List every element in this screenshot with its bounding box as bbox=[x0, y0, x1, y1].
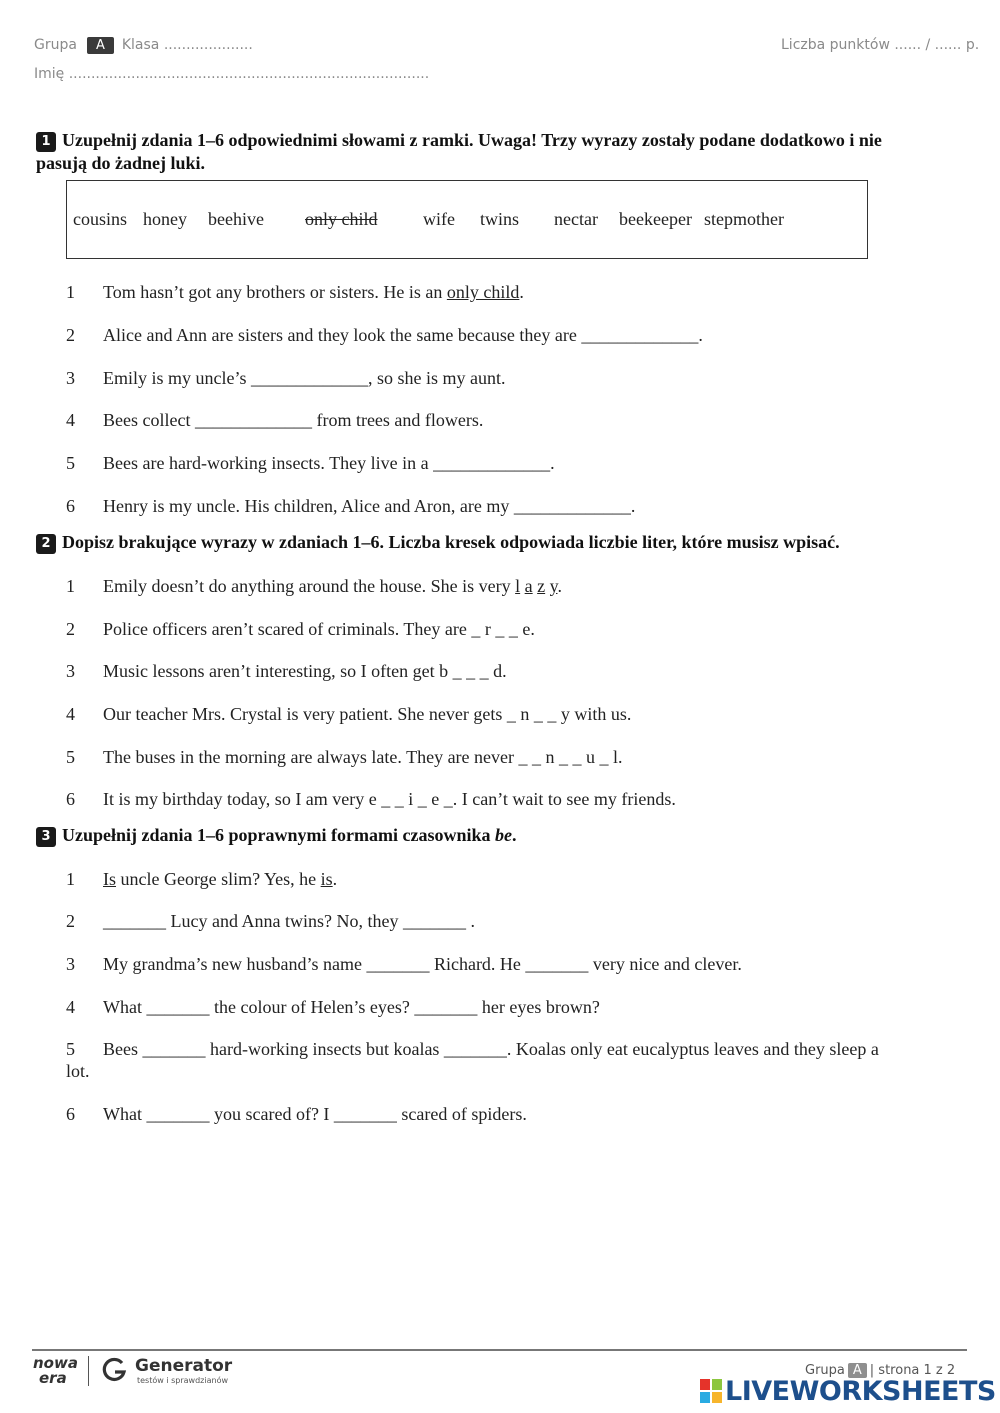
item-text[interactable]: What _______ the colour of Helen’s eyes? _______ her eyes brown? bbox=[103, 997, 600, 1017]
item-text[interactable]: _______ Lucy and Anna twins? No, they _______ . bbox=[103, 911, 475, 931]
item-text[interactable]: Bees collect _____________ from trees and flowers. bbox=[103, 410, 484, 430]
task3-heading: 3 Uzupełnij zdania 1–6 poprawnymi formami czasownika be. bbox=[36, 825, 517, 847]
item-text[interactable]: Bees are hard-working insects. They live in a _____________. bbox=[103, 453, 555, 473]
points-field: Liczba punktów ...... / ...... p. bbox=[781, 37, 980, 53]
item-text: uncle George slim? Yes, he bbox=[116, 869, 321, 889]
task2-number: 2 bbox=[36, 534, 56, 554]
word-bank-item: beekeeper bbox=[619, 209, 692, 229]
item-number: 4 bbox=[66, 997, 75, 1017]
item-text[interactable]: Henry is my uncle. His children, Alice and Aron, are my _____________. bbox=[103, 496, 636, 516]
word-bank-item: nectar bbox=[554, 209, 598, 229]
word-bank-item: stepmother bbox=[704, 209, 784, 229]
task2-item[interactable] bbox=[66, 661, 507, 682]
task1-item[interactable] bbox=[66, 496, 635, 517]
task2-item: 1 Emily doesn’t do anything around the house. She is very l a z y. bbox=[66, 576, 562, 596]
item-text[interactable]: My grandma’s new husband’s name _______ Richard. He _______ very nice and clever. bbox=[103, 954, 742, 974]
item-number: 5 bbox=[66, 1039, 75, 1059]
example-answer: only child bbox=[446, 282, 520, 302]
item-number: 2 bbox=[66, 325, 75, 345]
task1-item[interactable] bbox=[66, 368, 506, 389]
group-badge: A bbox=[87, 37, 114, 54]
example-letter: z bbox=[537, 576, 546, 596]
task3-item[interactable] bbox=[66, 997, 600, 1018]
item-number: 5 bbox=[66, 747, 75, 767]
task1-item[interactable] bbox=[66, 453, 555, 474]
group-label: Grupa bbox=[34, 37, 77, 53]
footer-page-info: Grupa A | strona 1 z 2 bbox=[805, 1363, 956, 1378]
item-text: Emily doesn’t do anything around the house. She is very bbox=[103, 576, 516, 596]
example-letter: l bbox=[515, 576, 521, 596]
task1-item[interactable] bbox=[66, 410, 483, 431]
task1-title: Uzupełnij zdania 1–6 odpowiednimi słowami z ramki. Uwaga! Trzy wyrazy zostały podane dodatkowo i nie pasują do żadnej luki. bbox=[36, 130, 882, 173]
generator-title: Generator bbox=[135, 1356, 233, 1376]
item-text[interactable]: What _______ you scared of? I _______ scared of spiders. bbox=[103, 1104, 527, 1124]
word-bank-item: beehive bbox=[208, 209, 264, 229]
word-bank-item: honey bbox=[143, 209, 187, 229]
nowa-era-logo: nowa era bbox=[33, 1354, 78, 1387]
word-bank-item: twins bbox=[480, 209, 520, 229]
example-answer: is bbox=[320, 869, 333, 889]
item-number: 3 bbox=[66, 368, 75, 388]
item-text[interactable]: Our teacher Mrs. Crystal is very patient. She never gets _ n _ _ y with us. bbox=[103, 704, 632, 724]
word-bank-item-used: only child bbox=[305, 209, 378, 229]
task3-number: 3 bbox=[36, 827, 56, 847]
item-number: 4 bbox=[66, 704, 75, 724]
liveworksheets-watermark: LIVEWORKSHEETS bbox=[700, 1376, 996, 1407]
task3-title: Uzupełnij zdania 1–6 poprawnymi formami czasownika bbox=[62, 825, 496, 845]
item-text: Tom hasn’t got any brothers or sisters. He is an bbox=[103, 282, 447, 302]
header-group bbox=[34, 37, 253, 54]
item-text[interactable]: Music lessons aren’t interesting, so I often get b _ _ _ d. bbox=[103, 661, 507, 681]
item-number: 3 bbox=[66, 954, 75, 974]
item-number: 5 bbox=[66, 453, 75, 473]
item-number: 6 bbox=[66, 789, 75, 809]
item-number: 1 bbox=[66, 282, 75, 302]
task1-number: 1 bbox=[36, 132, 56, 152]
item-number: 2 bbox=[66, 619, 75, 639]
task2-item[interactable] bbox=[66, 704, 631, 725]
class-field: Klasa .................... bbox=[121, 37, 253, 53]
task3-title-verb: be bbox=[495, 825, 513, 845]
task2-item[interactable] bbox=[66, 619, 535, 640]
word-bank-item: cousins bbox=[73, 209, 127, 229]
word-bank-item: wife bbox=[423, 209, 455, 229]
logo-divider bbox=[88, 1356, 89, 1386]
generator-g-icon bbox=[100, 1356, 128, 1384]
item-number: 6 bbox=[66, 1104, 75, 1124]
item-text[interactable]: Emily is my uncle’s _____________, so she is my aunt. bbox=[103, 368, 506, 388]
item-number: 1 bbox=[66, 576, 75, 596]
word-box bbox=[66, 180, 868, 259]
item-number: 2 bbox=[66, 911, 75, 931]
item-text[interactable]: Alice and Ann are sisters and they look the same because they are _____________. bbox=[103, 325, 703, 345]
task2-item[interactable] bbox=[66, 747, 623, 768]
task1-item: 1 Tom hasn’t got any brothers or sisters. He is an only child. bbox=[66, 282, 524, 302]
task2-title: Dopisz brakujące wyrazy w zdaniach 1–6. Liczba kresek odpowiada liczbie liter, które musisz wpisać. bbox=[62, 532, 840, 552]
item-number: 4 bbox=[66, 410, 75, 430]
item-number: 3 bbox=[66, 661, 75, 681]
item-number: 1 bbox=[66, 869, 75, 889]
liveworksheets-icon bbox=[700, 1379, 722, 1403]
item-text[interactable]: It is my birthday today, so I am very e _ _ i _ e _. I can’t wait to see my friends. bbox=[103, 789, 676, 809]
name-field: Imię ................................................................................. bbox=[34, 66, 430, 82]
footer-divider bbox=[32, 1349, 967, 1351]
task1-heading bbox=[36, 129, 916, 174]
task2-item[interactable] bbox=[66, 789, 676, 810]
task3-item[interactable] bbox=[66, 1038, 896, 1082]
item-text[interactable]: The buses in the morning are always late. They are never _ _ n _ _ u _ l. bbox=[103, 747, 623, 767]
example-letter: a bbox=[524, 576, 533, 596]
task2-heading bbox=[36, 532, 840, 554]
generator-subtitle: testów i sprawdzianów bbox=[137, 1376, 228, 1385]
task3-item[interactable] bbox=[66, 954, 742, 975]
item-number: 6 bbox=[66, 496, 75, 516]
item-text[interactable]: Police officers aren’t scared of criminals. They are _ r _ _ e. bbox=[103, 619, 535, 639]
task1-item[interactable] bbox=[66, 325, 703, 346]
task3-item[interactable] bbox=[66, 911, 475, 932]
footer-group-badge: A bbox=[848, 1363, 867, 1378]
task3-item[interactable] bbox=[66, 1104, 527, 1125]
example-letter: y bbox=[549, 576, 558, 596]
example-answer: Is bbox=[103, 869, 116, 889]
task3-item: 1 Is uncle George slim? Yes, he is. bbox=[66, 869, 338, 889]
item-text[interactable]: Bees _______ hard-working insects but koalas _______. Koalas only eat eucalyptus leaves and they sleep a lot. bbox=[66, 1039, 879, 1081]
page-indicator: | strona 1 z 2 bbox=[869, 1363, 956, 1378]
